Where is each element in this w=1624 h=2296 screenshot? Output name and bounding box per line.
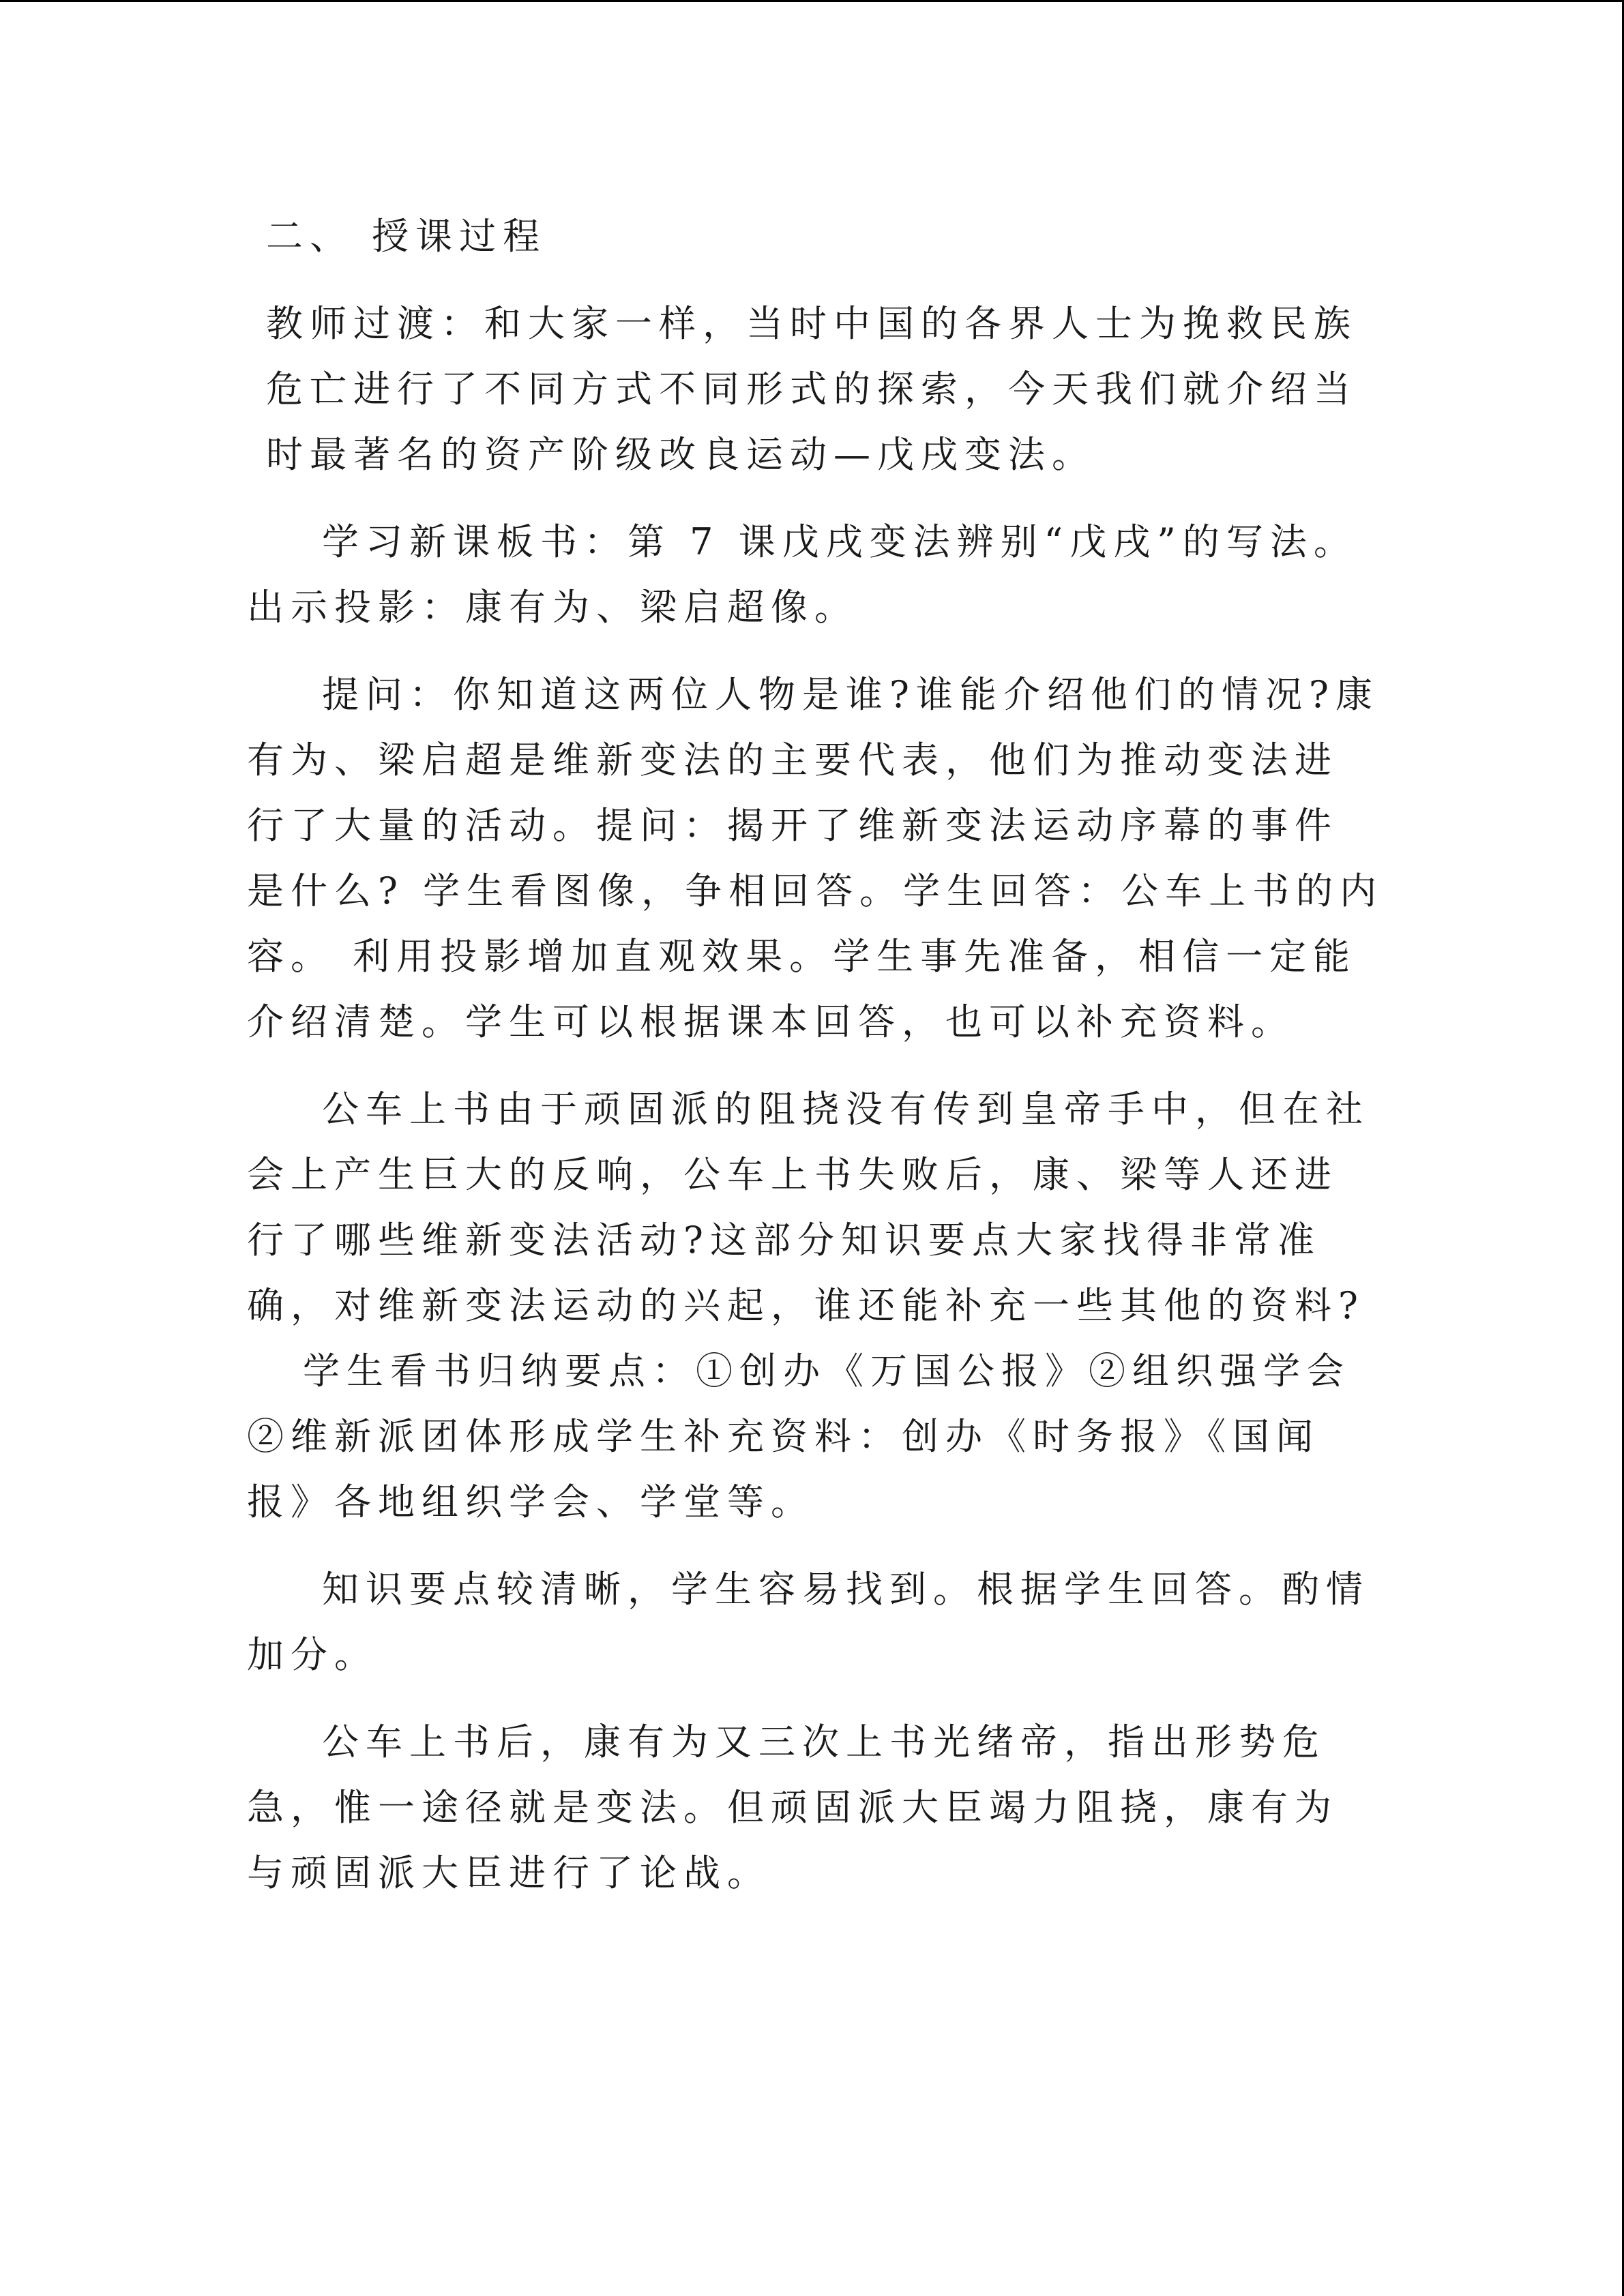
paragraph-line: 危亡进行了不同方式不同形式的探索，今天我们就介绍当	[266, 368, 1357, 411]
paragraph-line: 有为、梁启超是维新变法的主要代表，他们为推动变法进	[247, 739, 1338, 781]
paragraph-line: 时最著名的资产阶级改良运动—戊戌变法。	[266, 433, 1095, 476]
paragraph-line: 加分。	[247, 1633, 378, 1676]
paragraph-line: 教师过渡：和大家一样，当时中国的各界人士为挽救民族	[266, 302, 1357, 345]
paragraph-line: 报》各地组织学会、学堂等。	[247, 1480, 814, 1523]
paragraph-line: 出示投影：康有为、梁启超像。	[247, 586, 858, 629]
paragraph-line: ②维新派团体形成学生补充资料：创办《时务报》《国闻	[247, 1415, 1320, 1458]
section-title: 二、 授课过程	[266, 215, 547, 258]
paragraph-line: 提问：你知道这两位人物是谁?谁能介绍他们的情况?康	[322, 673, 1379, 716]
paragraph-line: 介绍清楚。学生可以根据课本回答，也可以补充资料。	[247, 1000, 1295, 1043]
paragraph-line: 会上产生巨大的反响，公车上书失败后，康、梁等人还进	[247, 1153, 1338, 1196]
paragraph-line: 是什么? 学生看图像，争相回答。学生回答：公车上书的内	[247, 869, 1384, 912]
paragraph-line: 容。 利用投影增加直观效果。学生事先准备，相信一定能	[247, 935, 1357, 978]
paragraph-line: 学生看书归纳要点：①创办《万国公报》②组织强学会	[303, 1350, 1350, 1392]
paragraph-line: 知识要点较清晰，学生容易找到。根据学生回答。酌情	[322, 1568, 1370, 1611]
paragraph-line: 学习新课板书：第 7 课戊戌变法辨别“戊戌”的写法。	[322, 520, 1357, 563]
paragraph-line: 确，对维新变法运动的兴起，谁还能补充一些其他的资料?	[247, 1284, 1365, 1327]
paragraph-line: 行了大量的活动。提问：揭开了维新变法运动序幕的事件	[247, 804, 1338, 847]
paragraph-line: 急，惟一途径就是变法。但顽固派大臣竭力阻挠，康有为	[247, 1786, 1338, 1829]
paragraph-line: 与顽固派大臣进行了论战。	[247, 1851, 771, 1894]
paragraph-line: 公车上书后，康有为又三次上书光绪帝，指出形势危	[322, 1720, 1326, 1763]
paragraph-line: 行了哪些维新变法活动?这部分知识要点大家找得非常准	[247, 1219, 1321, 1262]
paragraph-line: 公车上书由于顽固派的阻挠没有传到皇帝手中，但在社	[322, 1088, 1370, 1131]
